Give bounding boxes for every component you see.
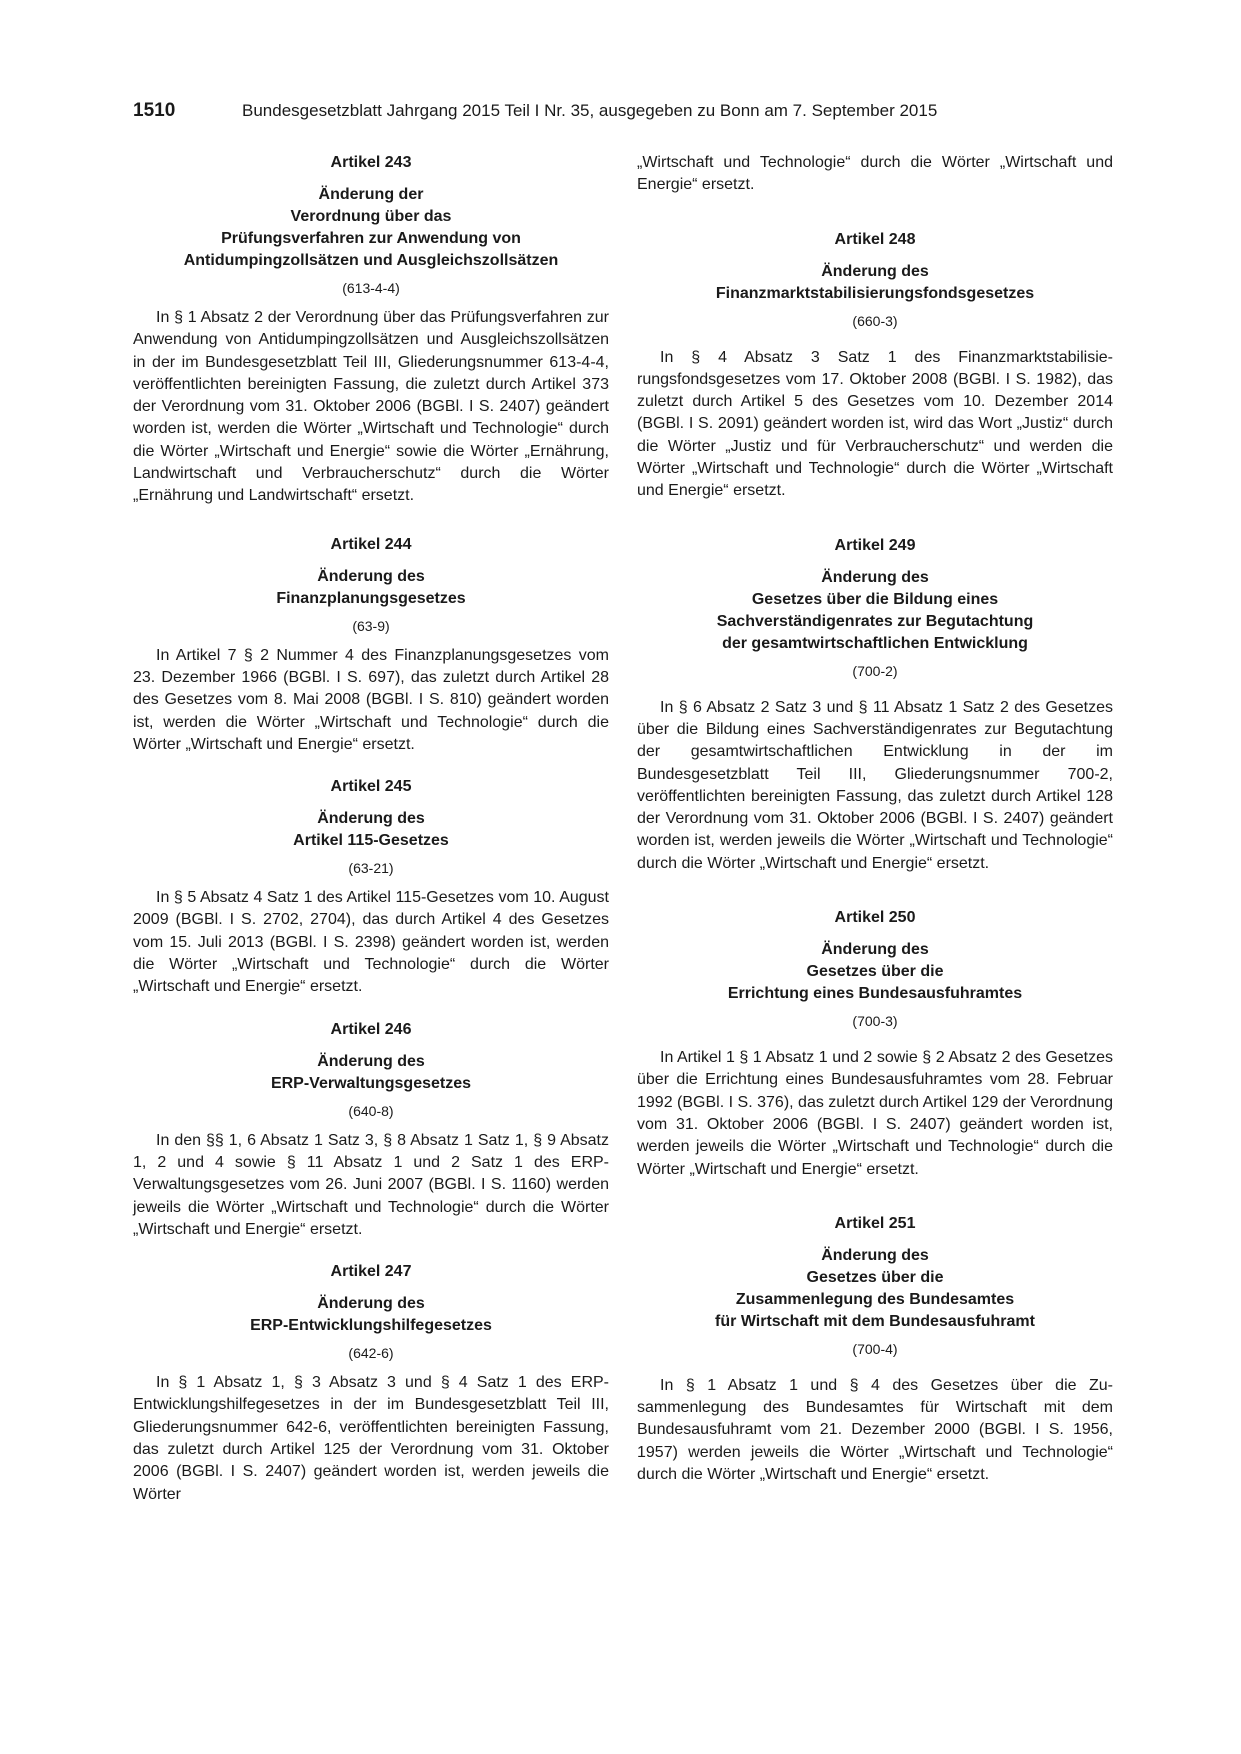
article-title-line: Änderung des xyxy=(317,810,425,828)
article-title-line: ERP-Verwaltungsgesetzes xyxy=(270,1074,472,1092)
right-column xyxy=(637,152,1113,1486)
article-title xyxy=(133,1051,609,1095)
article-title-line: Artikel 115-Gesetzes xyxy=(293,832,449,850)
article-title-line: für Wirtschaft mit dem Bundesausfuhramt xyxy=(715,1312,1035,1330)
article-title xyxy=(133,184,609,272)
article-243 xyxy=(133,152,609,508)
article-251 xyxy=(637,1213,1113,1486)
article-249 xyxy=(637,535,1113,875)
article-number: Artikel 249 xyxy=(834,536,916,554)
article-title-line: Änderung des xyxy=(821,568,929,586)
page-number: 1510 xyxy=(133,100,176,121)
article-247 xyxy=(133,1261,609,1506)
article-250 xyxy=(637,907,1113,1181)
article-code: (613-4-4) xyxy=(342,280,400,296)
article-number: Artikel 250 xyxy=(834,909,916,927)
article-title-line: Änderung des xyxy=(821,1246,929,1264)
article-body: In § 1 Absatz 2 der Verordnung über das Prüfungsverfahren zur Anwendung von Antidumpingzollsätzen und Ausgleichszollsätzen in der im Bundesgesetzblatt Teil III, Gliederungsnummer 613-4-4, veröffentlichten bereinigten Fassung, die zuletzt durch Artikel 373 der Verordnung vom 31. Oktober 2006 (BGBl. I S. 2407) geändert worden ist, werden die Wörter „Wirtschaft und Technologie“ durch die Wörter „Wirtschaft und Energie“ sowie die Wörter „Ernährung, Landwirtschaft und Verbraucherschutz“ durch die Wörter „Ernährung und Landwirtschaft“ ersetzt. xyxy=(133,309,609,505)
article-title xyxy=(637,567,1113,655)
article-title-line: Finanzplanungsgesetzes xyxy=(276,589,466,607)
article-body: In § 6 Absatz 2 Satz 3 und § 11 Absatz 1 Satz 2 des Gesetzes über die Bildung eines Sachverständigenrates zur Begutachtung der gesamtwirtschaftlichen Entwicklung in der im Bundesgesetzblatt Teil III, Gliederungsnummer 700-2, veröffentlichten bereinigten Fassung, das zuletzt durch Artikel 128 der Verordnung vom 31. Oktober 2006 (BGBl. I S. 2407) geändert worden ist, werden jeweils die Wörter „Wirtschaft und Technologie“ durch die Wörter „Wirtschaft und Energie“ ersetzt. xyxy=(637,698,1113,872)
article-title-line: Sachverständigenrates zur Begutachtung xyxy=(716,612,1034,630)
article-code: (700-4) xyxy=(852,1340,898,1357)
article-245 xyxy=(133,776,609,998)
article-title-line: Finanzmarktstabilisierungsfondsgesetzes xyxy=(715,284,1035,302)
article-title-line: Gesetzes über die Bildung eines xyxy=(751,590,999,608)
article-title xyxy=(133,1293,609,1337)
continuation-text: „Wirtschaft und Technologie“ durch die Wörter „Wirtschaft und Energie“ ersetzt. xyxy=(637,154,1113,194)
article-title xyxy=(637,261,1113,305)
article-title-line: der gesamtwirtschaftlichen Entwicklung xyxy=(722,634,1028,652)
left-column xyxy=(133,152,609,1506)
article-body: In § 1 Absatz 1 und § 4 des Gesetzes über die Zusammenlegung des Bundesamtes für Wirtschaft mit dem Bundesausfuhramt vom 21. Dezember 2000 (BGBl. I S. 1956, 1957) werden jeweils die Wörter „Wirtschaft und Technologie“ durch die Wörter „Wirtschaft und Energie“ ersetzt. xyxy=(637,1376,1113,1484)
article-number: Artikel 244 xyxy=(330,535,412,553)
article-title-line: Prüfungsverfahren zur Anwendung von xyxy=(221,230,521,247)
article-number: Artikel 245 xyxy=(330,778,412,796)
article-code: (640-8) xyxy=(348,1102,394,1119)
article-code: (63-21) xyxy=(348,860,394,877)
article-body: In den §§ 1, 6 Absatz 1 Satz 3, § 8 Absatz 1 Satz 1, § 9 Absatz 1, 2 und 4 sowie § 11 Absatz 1 und 2 Satz 1 des ERP-Verwaltungsgesetzes vom 26. Juni 2007 (BGBl. I S. 1160) werden jeweils die Wörter „Wirtschaft und Technologie“ durch die Wörter „Wirtschaft und Energie“ ersetzt. xyxy=(133,1131,609,1238)
article-number: Artikel 248 xyxy=(834,230,916,248)
article-number: Artikel 246 xyxy=(330,1020,412,1038)
article-code: (660-3) xyxy=(852,312,898,329)
article-number: Artikel 251 xyxy=(834,1214,916,1232)
article-body: In § 1 Absatz 1, § 3 Absatz 3 und § 4 Satz 1 des ERP-Entwicklungshilfegesetzes in der im Bundesgesetzblatt Teil III, Gliederungsnummer 642-6, veröffentlichten bereinigten Fassung, das zuletzt durch Artikel 125 der Verordnung vom 31. Oktober 2006 (BGBl. I S. 2407) geändert worden ist, werden jeweils die Wörter xyxy=(133,1374,609,1503)
article-body: In § 4 Absatz 3 Satz 1 des Finanzmarktstabilisierungsfondsgesetzes vom 17. Oktober 2008 (BGBl. I S. 1982), das zuletzt durch Artikel 5 des Gesetzes vom 10. Dezember 2014 (BGBl. I S. 2091) geändert worden ist, wird das Wort „Justiz“ durch die Wörter „Justiz und für Verbraucherschutz“ und werden die Wörter „Wirtschaft und Technologie“ durch die Wörter „Wirtschaft und Energie“ ersetzt. xyxy=(637,348,1113,500)
article-code: (642-6) xyxy=(348,1345,394,1362)
article-code: (63-9) xyxy=(352,617,390,634)
page-header xyxy=(133,100,1113,130)
article-body: In Artikel 7 § 2 Nummer 4 des Finanzplanungsgesetzes vom 23. Dezember 1966 (BGBl. I S. 697), das zuletzt durch Artikel 28 des Gesetzes vom 8. Mai 2008 (BGBl. I S. 810) geändert worden ist, werden die Wörter „Wirtschaft und Technologie“ durch die Wörter „Wirtschaft und Energie“ ersetzt. xyxy=(133,646,609,753)
article-title xyxy=(133,808,609,852)
article-title-line: Änderung des xyxy=(821,262,929,280)
article-code: (700-2) xyxy=(852,662,898,679)
article-title-line: Verordnung über das xyxy=(290,208,452,225)
article-title-line: Änderung des xyxy=(317,567,425,585)
article-title xyxy=(637,939,1113,1005)
article-title-line: ERP-Entwicklungshilfegesetzes xyxy=(250,1317,492,1335)
article-title xyxy=(133,566,609,610)
article-title-line: Gesetzes über die xyxy=(806,963,944,981)
article-244 xyxy=(133,534,609,756)
article-title-line: Gesetzes über die xyxy=(806,1268,944,1286)
article-code: (700-3) xyxy=(852,1013,898,1030)
article-body: In § 5 Absatz 4 Satz 1 des Artikel 115-Gesetzes vom 10. August 2009 (BGBl. I S. 2702, 2704), das durch Artikel 4 des Gesetzes vom 15. Juli 2013 (BGBl. I S. 2398) geändert worden ist, werden die Wörter „Wirtschaft und Technologie“ durch die Wörter „Wirtschaft und Energie“ ersetzt. xyxy=(133,889,609,996)
article-title-line: Änderung des xyxy=(317,1052,425,1070)
article-number: Artikel 247 xyxy=(330,1263,412,1281)
article-title-line: Antidumpingzollsätzen und Ausgleichszollsätzen xyxy=(183,252,559,269)
article-title-line: Zusammenlegung des Bundesamtes xyxy=(735,1290,1015,1308)
article-title-line: Änderung des xyxy=(317,1295,425,1313)
running-head: Bundesgesetzblatt Jahrgang 2015 Teil I Nr. 35, ausgegeben zu Bonn am 7. September 2015 xyxy=(242,101,938,120)
article-246 xyxy=(133,1019,609,1241)
article-title-line: Änderung der xyxy=(318,186,424,203)
article-title xyxy=(637,1245,1113,1333)
article-248 xyxy=(637,229,1113,503)
article-title-line: Errichtung eines Bundesausfuhramtes xyxy=(727,985,1023,1003)
article-number: Artikel 243 xyxy=(330,154,412,171)
article-body: In Artikel 1 § 1 Absatz 1 und 2 sowie § 2 Absatz 2 des Gesetzes über die Errichtung eines Bundesausfuhramtes vom 28. Februar 1992 (BGBl. I S. 376), das zuletzt durch Artikel 129 der Verordnung vom 31. Oktober 2006 (BGBl. I S. 2407) geändert worden ist, werden jeweils die Wörter „Wirtschaft und Technologie“ durch die Wörter „Wirtschaft und Energie“ ersetzt. xyxy=(637,1049,1113,1178)
article-title-line: Änderung des xyxy=(821,941,929,959)
